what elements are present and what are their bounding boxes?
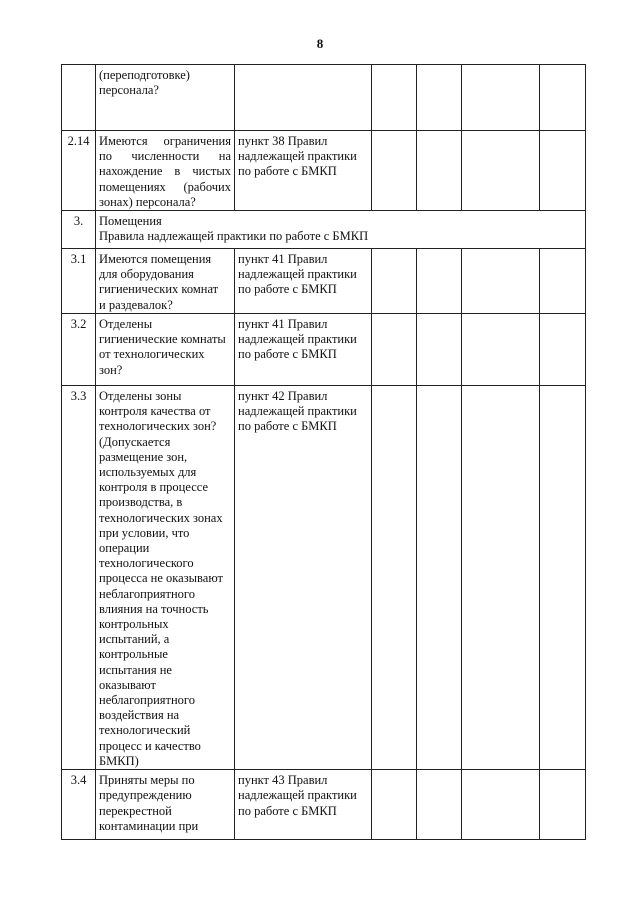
answer-cell[interactable] (372, 314, 417, 386)
question-line: процесс и качество (99, 738, 201, 753)
section-header (96, 211, 586, 249)
question-line: Отделены (99, 317, 153, 332)
answer-cell[interactable] (417, 314, 462, 386)
table-row (62, 131, 586, 211)
reference-line: надлежащей практики (238, 267, 357, 282)
question-line: производства, в (99, 495, 183, 510)
answer-cell[interactable] (372, 65, 417, 131)
question-cell (96, 249, 235, 314)
question-line: операции (99, 541, 150, 556)
item-number: 3.2 (62, 314, 96, 386)
reference-line: по работе с БМКП (238, 282, 337, 297)
answer-cell[interactable] (372, 770, 417, 840)
question-cell (96, 65, 235, 131)
question-line: воздействия на (99, 708, 180, 723)
question-line: процесса не оказывают (99, 571, 223, 586)
answer-cell[interactable] (462, 386, 540, 770)
reference-cell (235, 249, 372, 314)
question-line: гигиенические комнаты (99, 332, 226, 347)
question-line: Имеются помещения (99, 252, 212, 267)
question-line: неблагоприятного (99, 586, 195, 601)
question-line: зон? (99, 362, 123, 377)
question-line: гигиенических комнат (99, 282, 219, 297)
question-cell (96, 770, 235, 840)
question-line: используемых для (99, 465, 197, 480)
reference-line: по работе с БМКП (238, 347, 337, 362)
answer-cell[interactable] (417, 770, 462, 840)
item-number: 3. (62, 211, 96, 249)
question-line: при условии, что (99, 525, 190, 540)
reference-line: пункт 43 Правил (238, 773, 328, 788)
answer-cell[interactable] (540, 314, 586, 386)
question-line: от технологических (99, 347, 205, 362)
reference-cell (235, 770, 372, 840)
answer-cell[interactable] (372, 386, 417, 770)
answer-cell[interactable] (372, 131, 417, 211)
answer-cell[interactable] (462, 314, 540, 386)
reference-line: надлежащей практики (238, 404, 357, 419)
answer-cell[interactable] (540, 131, 586, 211)
question-line: (переподготовке) (99, 68, 190, 82)
question-line: для оборудования (99, 267, 194, 282)
reference-line: пункт 41 Правил (238, 317, 328, 332)
question-line: перекрестной (99, 803, 172, 818)
answer-cell[interactable] (540, 65, 586, 131)
item-number (62, 65, 96, 131)
answer-cell[interactable] (462, 131, 540, 211)
answer-cell[interactable] (417, 249, 462, 314)
question-line: оказывают (99, 677, 156, 692)
question-line: влияния на точность (99, 601, 209, 616)
section-subtitle: Правила надлежащей практики по работе с БМКП (99, 229, 369, 244)
table-row (62, 314, 586, 386)
reference-cell (235, 131, 372, 211)
reference-line: по работе с БМКП (238, 419, 337, 434)
reference-cell (235, 314, 372, 386)
answer-cell[interactable] (540, 249, 586, 314)
item-number: 3.1 (62, 249, 96, 314)
question-line: испытания не (99, 662, 172, 677)
question-cell (96, 314, 235, 386)
answer-cell[interactable] (417, 65, 462, 131)
reference-line: пункт 42 Правил (238, 389, 328, 404)
question-line: предупреждению (99, 788, 192, 803)
question-cell: Имеются ограничения по численности на нахождение в чистых помещениях (рабочих зонах) персонала? (96, 131, 235, 211)
page-number: 8 (316, 36, 324, 51)
question-line: контрольные (99, 647, 168, 662)
question-line: (Допускается (99, 434, 171, 449)
question-line: контаминации при (99, 818, 199, 833)
question-cell (96, 386, 235, 770)
question-line: и раздевалок? (99, 297, 173, 312)
reference-cell (235, 386, 372, 770)
question-line: персонала? (99, 83, 159, 98)
question-line: Отделены зоны (99, 389, 182, 404)
reference-line: надлежащей практики (238, 332, 357, 347)
question-line: технологического (99, 556, 194, 571)
answer-cell[interactable] (417, 131, 462, 211)
answer-cell[interactable] (462, 770, 540, 840)
question-line: технологических зон? (99, 419, 217, 434)
table-row (62, 211, 586, 249)
question-line: контроля в процессе (99, 480, 209, 495)
item-number: 3.3 (62, 386, 96, 770)
answer-cell[interactable] (462, 65, 540, 131)
answer-cell[interactable] (462, 249, 540, 314)
question-line: неблагоприятного (99, 693, 195, 708)
reference-line: по работе с БМКП (238, 803, 337, 818)
question-line: технологических зонах (99, 510, 223, 525)
section-title: Помещения (99, 214, 162, 229)
answer-cell[interactable] (372, 249, 417, 314)
reference-line: по работе с БМКП (238, 164, 337, 179)
table-row (62, 386, 586, 770)
checklist-table (61, 64, 586, 840)
answer-cell[interactable] (540, 386, 586, 770)
answer-cell[interactable] (540, 770, 586, 840)
question-line: технологический (99, 723, 191, 738)
item-number: 3.4 (62, 770, 96, 840)
table-row (62, 65, 586, 131)
question-line: БМКП) (99, 753, 139, 768)
reference-cell (235, 65, 372, 131)
question-line: контрольных (99, 617, 169, 632)
question-line: размещение зон, (99, 449, 188, 464)
reference-line: пункт 38 Правил (238, 134, 328, 148)
question-line: Приняты меры по (99, 773, 195, 788)
answer-cell[interactable] (417, 386, 462, 770)
reference-line: пункт 41 Правил (238, 252, 328, 267)
item-number: 2.14 (62, 131, 96, 211)
reference-line: надлежащей практики (238, 149, 357, 164)
reference-line: надлежащей практики (238, 788, 357, 803)
question-line: испытаний, а (99, 632, 170, 647)
table-row (62, 770, 586, 840)
table-row (62, 249, 586, 314)
question-line: контроля качества от (99, 404, 211, 419)
